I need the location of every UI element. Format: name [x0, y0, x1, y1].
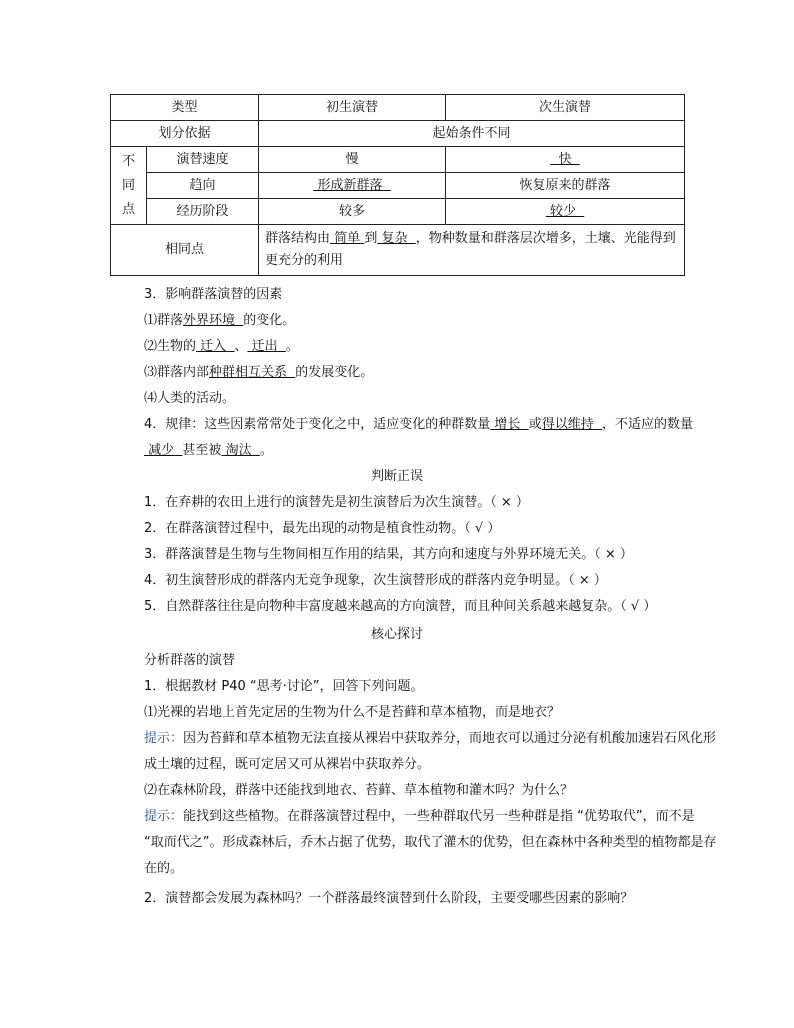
- judge-item-1: 1．在弃耕的农田上进行的演替先是初生演替后为次生演替。（ × ）: [144, 495, 529, 510]
- answer-2: 提示：能找到这些植物。在群落演替过程中，一些种群取代另一些种群是指 “优势取代”，而不是 “取而代之”。形成森林后，乔木占据了优势，取代了灌木的优势，但在森林中各种类型的植物都是存在的。: [144, 809, 717, 876]
- judge-title: 判断正误: [370, 469, 423, 484]
- table-row-common: [111, 225, 685, 276]
- table-header-secondary: 次生演替: [446, 95, 685, 121]
- table-row: [111, 147, 685, 173]
- judge-item-2: 2．在群落演替过程中，最先出现的动物是植食性动物。（ √ ）: [144, 521, 501, 536]
- factor-item-3: ⑶群落内部种群相互关系 的发展变化。: [144, 365, 374, 380]
- factor-item-4: ⑷人类的活动。: [144, 391, 236, 406]
- direction-primary: 形成新群落: [259, 173, 446, 199]
- speed-primary: 慢: [259, 147, 446, 173]
- hint-label: 提示：: [144, 809, 184, 824]
- differences-label: 不 同 点: [111, 147, 147, 225]
- row-label-direction: 趋向: [147, 173, 259, 199]
- factor-item-1: ⑴群落外界环境 的变化。: [144, 313, 296, 328]
- factor-item-2: ⑵生物的 迁入 、 迁出 。: [144, 339, 299, 354]
- table-row: [111, 199, 685, 225]
- common-value: 群落结构由 简单 到 复杂 ，物种数量和群落层次增多，土壤、光能得到更充分的利用: [259, 225, 685, 276]
- table-header-primary: 初生演替: [259, 95, 446, 121]
- basis-label: 划分依据: [111, 121, 259, 147]
- stages-secondary: 较少: [446, 199, 685, 225]
- judge-item-5: 5．自然群落往往是向物种丰富度越来越高的方向演替，而且种间关系越来越复杂。（ √ ）: [144, 599, 657, 614]
- table-row: [111, 173, 685, 199]
- factors-heading: 3．影响群落演替的因素: [144, 287, 283, 302]
- question-2: 2．演替都会发展为森林吗？一个群落最终演替到什么阶段，主要受哪些因素的影响？: [144, 891, 634, 906]
- document-page: [110, 94, 717, 906]
- hint-label: 提示：: [144, 731, 184, 746]
- succession-comparison-table: [110, 94, 685, 276]
- rule-paragraph: 4．规律：这些因素常常处于变化之中，适应变化的种群数量 增长 或得以维持 ，不适应的数量 减少 甚至被 淘汰 。: [144, 417, 694, 458]
- question-1a: ⑴光裸的岩地上首先定居的生物为什么不是苔藓和草本植物，而是地衣？: [144, 705, 561, 720]
- common-label: 相同点: [111, 225, 259, 276]
- row-label-speed: 演替速度: [147, 147, 259, 173]
- stages-primary: 较多: [259, 199, 446, 225]
- direction-secondary: 恢复原来的群落: [446, 173, 685, 199]
- basis-value: 起始条件不同: [259, 121, 685, 147]
- question-1: 1．根据教材 P40 “思考·讨论”，回答下列问题。: [144, 679, 424, 694]
- speed-secondary: 快: [446, 147, 685, 173]
- table-header-row: [111, 95, 685, 121]
- table-row-basis: [111, 121, 685, 147]
- question-1b: ⑵在森林阶段，群落中还能找到地衣、苔藓、草本植物和灌木吗？为什么？: [144, 783, 574, 798]
- judge-item-4: 4．初生演替形成的群落内无竞争现象，次生演替形成的群落内竞争明显。（ × ）: [144, 573, 607, 588]
- row-label-stages: 经历阶段: [147, 199, 259, 225]
- judge-item-3: 3．群落演替是生物与生物间相互作用的结果，其方向和速度与外界环境无关。（ × ）: [144, 547, 633, 562]
- answer-1: 提示：因为苔藓和草本植物无法直接从裸岩中获取养分，而地衣可以通过分泌有机酸加速岩石风化形成土壤的过程，既可定居又可从裸岩中获取养分。: [144, 731, 717, 772]
- core-title: 核心探讨: [370, 627, 423, 642]
- table-header-type: 类型: [111, 95, 259, 121]
- core-subtitle: 分析群落的演替: [144, 653, 236, 668]
